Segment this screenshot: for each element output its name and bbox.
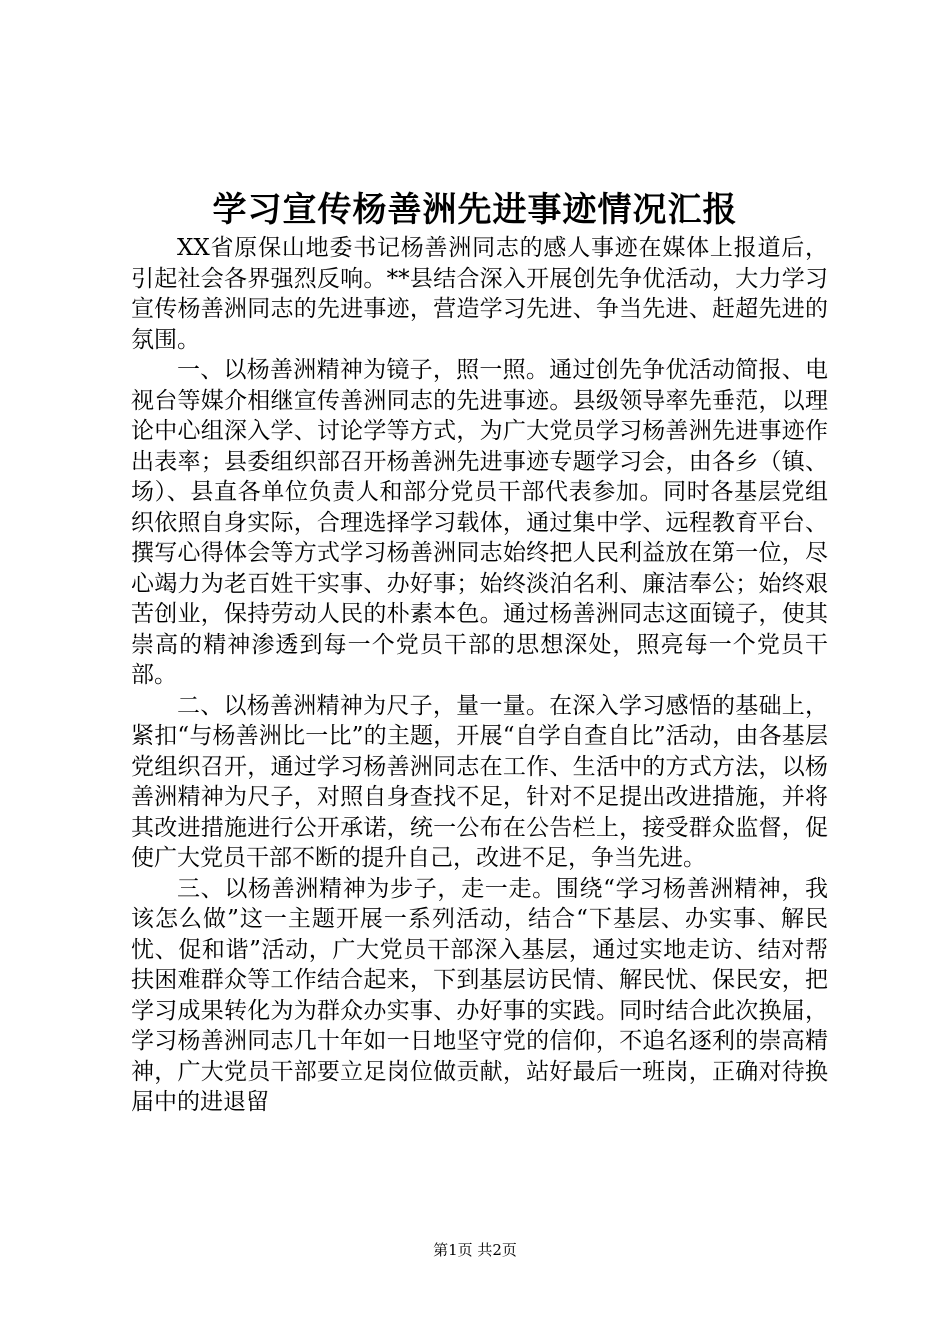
paragraph-section-2: 二、以杨善洲精神为尺子，量一量。在深入学习感悟的基础上，紧扣“与杨善洲比一比”的主题，开展“自学自查自比”活动，由各基层党组织召开，通过学习杨善洲同志在工作、生活中的方式方法，以杨善洲精神为尺子，对照自身查找不足，针对不足提出改进措施，并将其改进措施进行公开承诺，统一公布在公告栏上，接受群众监督，促使广大党员干部不断的提升自己，改进不足，争当先进。: [131, 692, 828, 871]
paragraph-section-1: 一、以杨善洲精神为镜子，照一照。通过创先争优活动简报、电视台等媒介相继宣传善洲同志的先进事迹。县级领导率先垂范，以理论中心组深入学、讨论学等方式，为广大党员学习杨善洲先进事迹作出表率；县委组织部召开杨善洲先进事迹专题学习会，由各乡（镇、场）、县直各单位负责人和部分党员干部代表参加。同时各基层党组织依照自身实际，合理选择学习载体，通过集中学、远程教育平台、撰写心得体会等方式学习杨善洲同志始终把人民利益放在第一位，尽心竭力为老百姓干实事、办好事；始终淡泊名利、廉洁奉公；始终艰苦创业，保持劳动人民的朴素本色。通过杨善洲同志这面镜子，使其崇高的精神渗透到每一个党员干部的思想深处，照亮每一个党员干部。: [131, 357, 828, 688]
paragraph-section-3: 三、以杨善洲精神为步子，走一走。围绕“学习杨善洲精神，我该怎么做”这一主题开展一系列活动，结合“下基层、办实事、解民忧、促和谐”活动，广大党员干部深入基层，通过实地走访、结对帮扶困难群众等工作结合起来，下到基层访民情、解民忧、保民安，把学习成果转化为为群众办实事、办好事的实践。同时结合此次换届，学习杨善洲同志几十年如一日地坚守党的信仰，不追名逐利的崇高精神，广大党员干部要立足岗位做贡献，站好最后一班岗，正确对待换届中的进退留: [131, 875, 828, 1115]
page-footer: 第1页 共2页: [433, 1241, 517, 1259]
document-body: [131, 233, 828, 1118]
paragraph-intro: XX省原保山地委书记杨善洲同志的感人事迹在媒体上报道后，引起社会各界强烈反响。**县结合深入开展创先争优活动，大力学习宣传杨善洲同志的先进事迹，营造学习先进、争当先进、赶超先进的氛围。: [131, 235, 828, 353]
document-title: 学习宣传杨善洲先进事迹情况汇报: [212, 190, 738, 230]
